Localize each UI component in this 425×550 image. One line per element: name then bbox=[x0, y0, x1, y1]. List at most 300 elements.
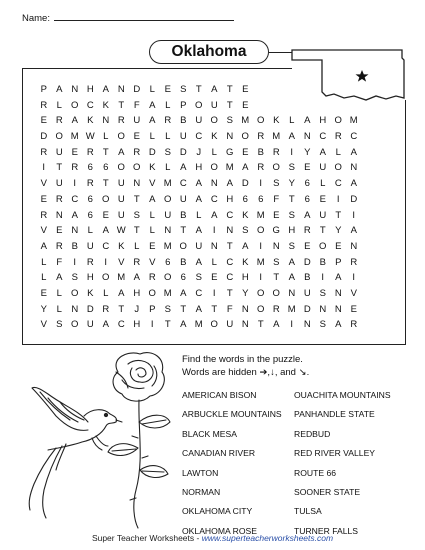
grid-letter[interactable]: A bbox=[288, 256, 295, 268]
grid-letter[interactable]: M bbox=[241, 115, 250, 127]
grid-letter[interactable]: L bbox=[196, 209, 202, 221]
grid-letter[interactable]: R bbox=[133, 146, 141, 158]
grid-letter[interactable]: U bbox=[179, 193, 187, 205]
grid-letter[interactable]: U bbox=[195, 115, 203, 127]
grid-letter[interactable]: V bbox=[350, 287, 357, 299]
grid-letter[interactable]: E bbox=[304, 162, 311, 174]
grid-letter[interactable]: E bbox=[40, 287, 47, 299]
grid-letter[interactable]: B bbox=[257, 146, 264, 158]
grid-letter[interactable]: T bbox=[226, 84, 233, 95]
grid-letter[interactable]: E bbox=[350, 303, 357, 315]
grid-letter[interactable]: A bbox=[211, 84, 218, 95]
grid-letter[interactable]: O bbox=[334, 115, 342, 127]
grid-letter[interactable]: O bbox=[117, 162, 125, 174]
grid-letter[interactable]: A bbox=[180, 319, 187, 331]
grid-letter[interactable]: T bbox=[335, 209, 342, 221]
grid-letter[interactable]: T bbox=[226, 287, 233, 299]
grid-letter[interactable]: U bbox=[86, 240, 94, 252]
grid-letter[interactable]: A bbox=[335, 319, 342, 331]
grid-letter[interactable]: 6 bbox=[87, 162, 93, 174]
grid-letter[interactable]: N bbox=[288, 287, 296, 299]
grid-letter[interactable]: O bbox=[257, 225, 265, 237]
grid-letter[interactable]: T bbox=[133, 193, 140, 205]
grid-letter[interactable]: E bbox=[133, 131, 140, 143]
grid-letter[interactable]: S bbox=[71, 272, 78, 284]
grid-letter[interactable]: F bbox=[273, 193, 280, 205]
grid-letter[interactable]: M bbox=[70, 131, 79, 143]
grid-letter[interactable]: O bbox=[195, 99, 203, 111]
grid-letter[interactable]: A bbox=[195, 303, 202, 315]
grid-letter[interactable]: M bbox=[163, 240, 172, 252]
grid-letter[interactable]: O bbox=[148, 287, 156, 299]
grid-letter[interactable]: P bbox=[149, 303, 156, 315]
grid-letter[interactable]: R bbox=[86, 178, 94, 190]
grid-letter[interactable]: T bbox=[257, 319, 264, 331]
grid-letter[interactable]: C bbox=[334, 178, 342, 190]
grid-letter[interactable]: R bbox=[55, 193, 63, 205]
grid-letter[interactable]: L bbox=[335, 146, 341, 158]
grid-letter[interactable]: I bbox=[150, 319, 154, 331]
grid-letter[interactable]: H bbox=[86, 272, 94, 284]
grid-letter[interactable]: Y bbox=[242, 287, 249, 299]
grid-letter[interactable]: L bbox=[56, 303, 62, 315]
grid-letter[interactable]: L bbox=[103, 287, 109, 299]
grid-letter[interactable]: T bbox=[164, 319, 171, 331]
grid-letter[interactable]: K bbox=[149, 162, 156, 174]
grid-letter[interactable]: D bbox=[40, 131, 48, 143]
grid-letter[interactable]: A bbox=[102, 84, 109, 95]
grid-letter[interactable]: A bbox=[40, 240, 47, 252]
grid-letter[interactable]: M bbox=[272, 131, 281, 143]
grid-letter[interactable]: B bbox=[71, 240, 78, 252]
grid-letter[interactable]: A bbox=[350, 146, 357, 158]
grid-letter[interactable]: A bbox=[211, 209, 218, 221]
grid-letter[interactable]: L bbox=[320, 178, 326, 190]
grid-letter[interactable]: D bbox=[350, 193, 358, 205]
grid-letter[interactable]: O bbox=[164, 193, 172, 205]
grid-letter[interactable]: M bbox=[163, 287, 172, 299]
grid-letter[interactable]: R bbox=[350, 319, 358, 331]
grid-letter[interactable]: O bbox=[241, 131, 249, 143]
grid-letter[interactable]: U bbox=[117, 193, 125, 205]
grid-letter[interactable]: E bbox=[273, 209, 280, 221]
grid-letter[interactable]: O bbox=[210, 319, 218, 331]
grid-letter[interactable]: M bbox=[163, 178, 172, 190]
grid-letter[interactable]: S bbox=[288, 209, 295, 221]
grid-letter[interactable]: T bbox=[319, 225, 326, 237]
grid-letter[interactable]: O bbox=[210, 162, 218, 174]
grid-letter[interactable]: A bbox=[102, 319, 109, 331]
grid-letter[interactable]: R bbox=[40, 209, 48, 221]
grid-letter[interactable]: R bbox=[272, 146, 280, 158]
grid-letter[interactable]: 6 bbox=[258, 193, 264, 205]
grid-letter[interactable]: L bbox=[103, 131, 109, 143]
grid-letter[interactable]: A bbox=[195, 256, 202, 268]
grid-letter[interactable]: C bbox=[179, 178, 187, 190]
grid-letter[interactable]: O bbox=[179, 240, 187, 252]
grid-letter[interactable]: S bbox=[288, 162, 295, 174]
grid-letter[interactable]: E bbox=[71, 146, 78, 158]
grid-letter[interactable]: S bbox=[164, 303, 171, 315]
grid-letter[interactable]: O bbox=[117, 131, 125, 143]
grid-letter[interactable]: R bbox=[102, 303, 110, 315]
grid-letter[interactable]: B bbox=[319, 256, 326, 268]
grid-letter[interactable]: O bbox=[71, 287, 79, 299]
grid-letter[interactable]: A bbox=[118, 146, 125, 158]
grid-letter[interactable]: D bbox=[86, 303, 94, 315]
grid-letter[interactable]: J bbox=[196, 146, 202, 158]
grid-letter[interactable]: O bbox=[210, 115, 218, 127]
grid-letter[interactable]: K bbox=[87, 287, 94, 299]
grid-letter[interactable]: F bbox=[133, 99, 140, 111]
grid-letter[interactable]: N bbox=[334, 303, 342, 315]
grid-letter[interactable]: E bbox=[102, 209, 109, 221]
grid-letter[interactable]: S bbox=[319, 319, 326, 331]
grid-letter[interactable]: D bbox=[303, 256, 311, 268]
grid-letter[interactable]: T bbox=[180, 303, 187, 315]
grid-letter[interactable]: 6 bbox=[304, 178, 310, 190]
grid-letter[interactable]: S bbox=[56, 319, 63, 331]
grid-letter[interactable]: N bbox=[102, 115, 110, 127]
grid-letter[interactable]: A bbox=[350, 178, 357, 190]
grid-letter[interactable]: V bbox=[149, 178, 156, 190]
grid-letter[interactable]: A bbox=[288, 272, 295, 284]
grid-letter[interactable]: D bbox=[133, 84, 141, 95]
grid-letter[interactable]: U bbox=[133, 115, 141, 127]
grid-letter[interactable]: V bbox=[40, 319, 47, 331]
grid-letter[interactable]: O bbox=[71, 319, 79, 331]
grid-letter[interactable]: A bbox=[102, 225, 109, 237]
grid-letter[interactable]: E bbox=[242, 146, 249, 158]
grid-letter[interactable]: O bbox=[257, 115, 265, 127]
grid-letter[interactable]: J bbox=[134, 303, 140, 315]
grid-letter[interactable]: L bbox=[149, 84, 155, 95]
grid-letter[interactable]: A bbox=[288, 131, 295, 143]
grid-letter[interactable]: N bbox=[117, 84, 125, 95]
grid-letter[interactable]: E bbox=[242, 99, 249, 111]
grid-letter[interactable]: N bbox=[272, 240, 280, 252]
grid-letter[interactable]: O bbox=[164, 272, 172, 284]
grid-letter[interactable]: P bbox=[40, 84, 47, 95]
grid-letter[interactable]: O bbox=[272, 287, 280, 299]
grid-letter[interactable]: E bbox=[211, 272, 218, 284]
grid-letter[interactable]: H bbox=[319, 115, 327, 127]
grid-letter[interactable]: U bbox=[86, 319, 94, 331]
grid-letter[interactable]: D bbox=[179, 146, 187, 158]
grid-letter[interactable]: A bbox=[304, 115, 311, 127]
grid-letter[interactable]: C bbox=[226, 209, 234, 221]
grid-letter[interactable]: L bbox=[165, 162, 171, 174]
grid-letter[interactable]: O bbox=[257, 303, 265, 315]
grid-letter[interactable]: U bbox=[319, 209, 327, 221]
grid-letter[interactable]: R bbox=[257, 131, 265, 143]
grid-letter[interactable]: C bbox=[226, 256, 234, 268]
grid-letter[interactable]: N bbox=[241, 319, 249, 331]
grid-letter[interactable]: E bbox=[40, 193, 47, 205]
grid-letter[interactable]: S bbox=[273, 256, 280, 268]
grid-letter[interactable]: D bbox=[148, 146, 156, 158]
grid-letter[interactable]: M bbox=[225, 162, 234, 174]
grid-letter[interactable]: K bbox=[87, 115, 94, 127]
grid-letter[interactable]: E bbox=[149, 240, 156, 252]
grid-letter[interactable]: L bbox=[165, 99, 171, 111]
grid-letter[interactable]: Y bbox=[335, 225, 342, 237]
grid-letter[interactable]: K bbox=[242, 209, 249, 221]
grid-letter[interactable]: R bbox=[117, 115, 125, 127]
grid-letter[interactable]: V bbox=[118, 256, 125, 268]
grid-letter[interactable]: R bbox=[133, 256, 141, 268]
grid-letter[interactable]: S bbox=[195, 272, 202, 284]
grid-letter[interactable]: T bbox=[180, 225, 187, 237]
grid-letter[interactable]: E bbox=[56, 225, 63, 237]
grid-letter[interactable]: K bbox=[102, 99, 109, 111]
grid-letter[interactable]: O bbox=[319, 240, 327, 252]
grid-letter[interactable]: M bbox=[256, 209, 265, 221]
grid-letter[interactable]: B bbox=[180, 209, 187, 221]
grid-letter[interactable]: B bbox=[304, 272, 311, 284]
grid-letter[interactable]: S bbox=[242, 225, 249, 237]
grid-letter[interactable]: A bbox=[118, 287, 125, 299]
grid-letter[interactable]: A bbox=[149, 193, 156, 205]
grid-letter[interactable]: I bbox=[321, 272, 325, 284]
grid-letter[interactable]: N bbox=[210, 240, 218, 252]
grid-letter[interactable]: P bbox=[335, 256, 342, 268]
grid-letter[interactable]: 6 bbox=[165, 256, 171, 268]
grid-letter[interactable]: C bbox=[226, 272, 234, 284]
grid-letter[interactable]: E bbox=[242, 84, 249, 95]
grid-letter[interactable]: A bbox=[319, 146, 326, 158]
grid-letter[interactable]: R bbox=[350, 256, 358, 268]
grid-letter[interactable]: C bbox=[195, 287, 203, 299]
grid-letter[interactable]: I bbox=[212, 287, 216, 299]
grid-letter[interactable]: T bbox=[102, 178, 109, 190]
grid-letter[interactable]: N bbox=[71, 303, 79, 315]
grid-letter[interactable]: L bbox=[211, 146, 217, 158]
grid-letter[interactable]: C bbox=[195, 131, 203, 143]
grid-letter[interactable]: U bbox=[117, 209, 125, 221]
grid-letter[interactable]: U bbox=[164, 209, 172, 221]
grid-letter[interactable]: T bbox=[133, 225, 140, 237]
grid-letter[interactable]: V bbox=[40, 225, 47, 237]
grid-letter[interactable]: S bbox=[226, 115, 233, 127]
grid-letter[interactable]: C bbox=[71, 193, 79, 205]
grid-letter[interactable]: R bbox=[40, 99, 48, 111]
grid-letter[interactable]: 6 bbox=[87, 193, 93, 205]
grid-letter[interactable]: A bbox=[195, 178, 202, 190]
grid-letter[interactable]: N bbox=[303, 319, 311, 331]
grid-letter[interactable]: I bbox=[212, 225, 216, 237]
grid-letter[interactable]: O bbox=[71, 99, 79, 111]
grid-letter[interactable]: 6 bbox=[180, 272, 186, 284]
grid-letter[interactable]: N bbox=[226, 225, 234, 237]
grid-letter[interactable]: U bbox=[226, 319, 234, 331]
grid-letter[interactable]: C bbox=[117, 319, 125, 331]
grid-letter[interactable]: L bbox=[211, 256, 217, 268]
grid-letter[interactable]: I bbox=[73, 178, 77, 190]
grid-letter[interactable]: N bbox=[334, 287, 342, 299]
grid-letter[interactable]: I bbox=[290, 146, 294, 158]
grid-letter[interactable]: T bbox=[226, 240, 233, 252]
grid-letter[interactable]: H bbox=[86, 84, 94, 95]
grid-letter[interactable]: N bbox=[350, 240, 358, 252]
grid-letter[interactable]: P bbox=[180, 99, 187, 111]
grid-letter[interactable]: E bbox=[304, 240, 311, 252]
grid-letter[interactable]: T bbox=[118, 303, 125, 315]
grid-letter[interactable]: L bbox=[134, 240, 140, 252]
grid-letter[interactable]: D bbox=[241, 178, 249, 190]
grid-letter[interactable]: N bbox=[71, 225, 79, 237]
grid-letter[interactable]: N bbox=[303, 131, 311, 143]
grid-letter[interactable]: B bbox=[180, 115, 187, 127]
grid-letter[interactable]: E bbox=[335, 240, 342, 252]
grid-letter[interactable]: N bbox=[350, 162, 358, 174]
grid-letter[interactable]: M bbox=[287, 303, 296, 315]
grid-letter[interactable]: U bbox=[55, 178, 63, 190]
grid-letter[interactable]: C bbox=[319, 131, 327, 143]
grid-letter[interactable]: T bbox=[273, 272, 280, 284]
grid-letter[interactable]: I bbox=[290, 319, 294, 331]
grid-letter[interactable]: M bbox=[117, 272, 126, 284]
grid-letter[interactable]: O bbox=[102, 272, 110, 284]
grid-letter[interactable]: T bbox=[288, 193, 295, 205]
grid-letter[interactable]: A bbox=[304, 209, 311, 221]
grid-letter[interactable]: N bbox=[210, 178, 218, 190]
grid-letter[interactable]: U bbox=[179, 131, 187, 143]
grid-letter[interactable]: U bbox=[195, 240, 203, 252]
grid-letter[interactable]: G bbox=[226, 146, 234, 158]
grid-letter[interactable]: E bbox=[319, 193, 326, 205]
grid-letter[interactable]: W bbox=[85, 131, 95, 143]
grid-letter[interactable]: H bbox=[195, 162, 203, 174]
grid-letter[interactable]: N bbox=[319, 303, 327, 315]
grid-letter[interactable]: A bbox=[180, 287, 187, 299]
grid-letter[interactable]: A bbox=[149, 115, 156, 127]
grid-letter[interactable]: N bbox=[226, 131, 234, 143]
grid-letter[interactable]: R bbox=[55, 115, 63, 127]
grid-letter[interactable]: I bbox=[352, 209, 356, 221]
grid-letter[interactable]: U bbox=[117, 178, 125, 190]
grid-letter[interactable]: S bbox=[288, 240, 295, 252]
grid-letter[interactable]: B bbox=[180, 256, 187, 268]
grid-letter[interactable]: L bbox=[41, 256, 47, 268]
grid-letter[interactable]: H bbox=[241, 272, 249, 284]
grid-letter[interactable]: O bbox=[257, 287, 265, 299]
grid-letter[interactable]: Y bbox=[40, 303, 47, 315]
grid-letter[interactable]: A bbox=[180, 162, 187, 174]
grid-letter[interactable]: M bbox=[194, 319, 203, 331]
grid-letter[interactable]: O bbox=[133, 162, 141, 174]
grid-letter[interactable]: R bbox=[334, 131, 342, 143]
grid-letter[interactable]: R bbox=[40, 146, 48, 158]
grid-letter[interactable]: U bbox=[55, 146, 63, 158]
grid-letter[interactable]: V bbox=[149, 256, 156, 268]
grid-letter[interactable]: I bbox=[259, 272, 263, 284]
grid-letter[interactable]: L bbox=[165, 131, 171, 143]
grid-letter[interactable]: A bbox=[149, 99, 156, 111]
grid-letter[interactable]: R bbox=[71, 162, 79, 174]
grid-letter[interactable]: T bbox=[211, 303, 218, 315]
grid-letter[interactable]: L bbox=[289, 115, 295, 127]
grid-letter[interactable]: A bbox=[71, 209, 78, 221]
grid-letter[interactable]: S bbox=[180, 84, 187, 95]
grid-letter[interactable]: C bbox=[210, 193, 218, 205]
grid-letter[interactable]: F bbox=[56, 256, 63, 268]
grid-letter[interactable]: L bbox=[56, 287, 62, 299]
grid-letter[interactable]: O bbox=[334, 162, 342, 174]
grid-letter[interactable]: K bbox=[273, 115, 280, 127]
grid-letter[interactable]: A bbox=[195, 193, 202, 205]
grid-letter[interactable]: H bbox=[288, 225, 296, 237]
grid-letter[interactable]: T bbox=[226, 99, 233, 111]
grid-letter[interactable]: E bbox=[164, 84, 171, 95]
grid-letter[interactable]: I bbox=[352, 272, 356, 284]
grid-letter[interactable]: U bbox=[210, 99, 218, 111]
grid-letter[interactable]: R bbox=[55, 240, 63, 252]
grid-letter[interactable]: 6 bbox=[87, 209, 93, 221]
grid-letter[interactable]: I bbox=[73, 256, 77, 268]
grid-letter[interactable]: K bbox=[118, 240, 125, 252]
name-blank-line[interactable] bbox=[54, 11, 234, 21]
grid-letter[interactable]: L bbox=[149, 209, 155, 221]
grid-letter[interactable]: S bbox=[319, 287, 326, 299]
grid-letter[interactable]: M bbox=[256, 256, 265, 268]
grid-letter[interactable]: I bbox=[259, 178, 263, 190]
grid-letter[interactable]: R bbox=[86, 146, 94, 158]
grid-letter[interactable]: A bbox=[56, 84, 63, 95]
grid-letter[interactable]: 6 bbox=[242, 193, 248, 205]
grid-letter[interactable]: Y bbox=[304, 146, 311, 158]
grid-letter[interactable]: M bbox=[349, 115, 358, 127]
grid-letter[interactable]: A bbox=[226, 178, 233, 190]
grid-letter[interactable]: N bbox=[71, 84, 79, 95]
grid-letter[interactable]: G bbox=[272, 225, 280, 237]
grid-letter[interactable]: V bbox=[40, 178, 47, 190]
grid-letter[interactable]: A bbox=[195, 225, 202, 237]
grid-letter[interactable]: E bbox=[40, 115, 47, 127]
grid-letter[interactable]: O bbox=[102, 193, 110, 205]
grid-letter[interactable]: C bbox=[350, 131, 358, 143]
grid-letter[interactable]: 6 bbox=[103, 162, 109, 174]
grid-letter[interactable]: N bbox=[55, 209, 63, 221]
grid-letter[interactable]: A bbox=[350, 225, 357, 237]
grid-letter[interactable]: R bbox=[257, 162, 265, 174]
grid-letter[interactable]: S bbox=[273, 178, 280, 190]
grid-letter[interactable]: U bbox=[303, 287, 311, 299]
grid-letter[interactable]: R bbox=[164, 115, 172, 127]
grid-letter[interactable]: L bbox=[56, 99, 62, 111]
grid-letter[interactable]: R bbox=[148, 272, 156, 284]
grid-letter[interactable]: I bbox=[104, 256, 108, 268]
grid-letter[interactable]: F bbox=[226, 303, 233, 315]
grid-letter[interactable]: Y bbox=[288, 178, 295, 190]
grid-letter[interactable]: T bbox=[56, 162, 63, 174]
grid-letter[interactable]: O bbox=[55, 131, 63, 143]
grid-letter[interactable]: N bbox=[133, 178, 141, 190]
grid-letter[interactable]: O bbox=[272, 162, 280, 174]
grid-letter[interactable]: L bbox=[149, 131, 155, 143]
grid-letter[interactable]: R bbox=[303, 225, 311, 237]
grid-letter[interactable]: A bbox=[242, 240, 249, 252]
grid-letter[interactable]: I bbox=[336, 193, 340, 205]
grid-letter[interactable]: N bbox=[164, 225, 172, 237]
grid-letter[interactable]: H bbox=[133, 287, 141, 299]
grid-letter[interactable]: L bbox=[87, 225, 93, 237]
grid-letter[interactable]: T bbox=[102, 146, 109, 158]
grid-letter[interactable]: A bbox=[71, 115, 78, 127]
grid-letter[interactable]: W bbox=[116, 225, 126, 237]
grid-letter[interactable]: S bbox=[164, 146, 171, 158]
grid-letter[interactable]: R bbox=[272, 303, 280, 315]
